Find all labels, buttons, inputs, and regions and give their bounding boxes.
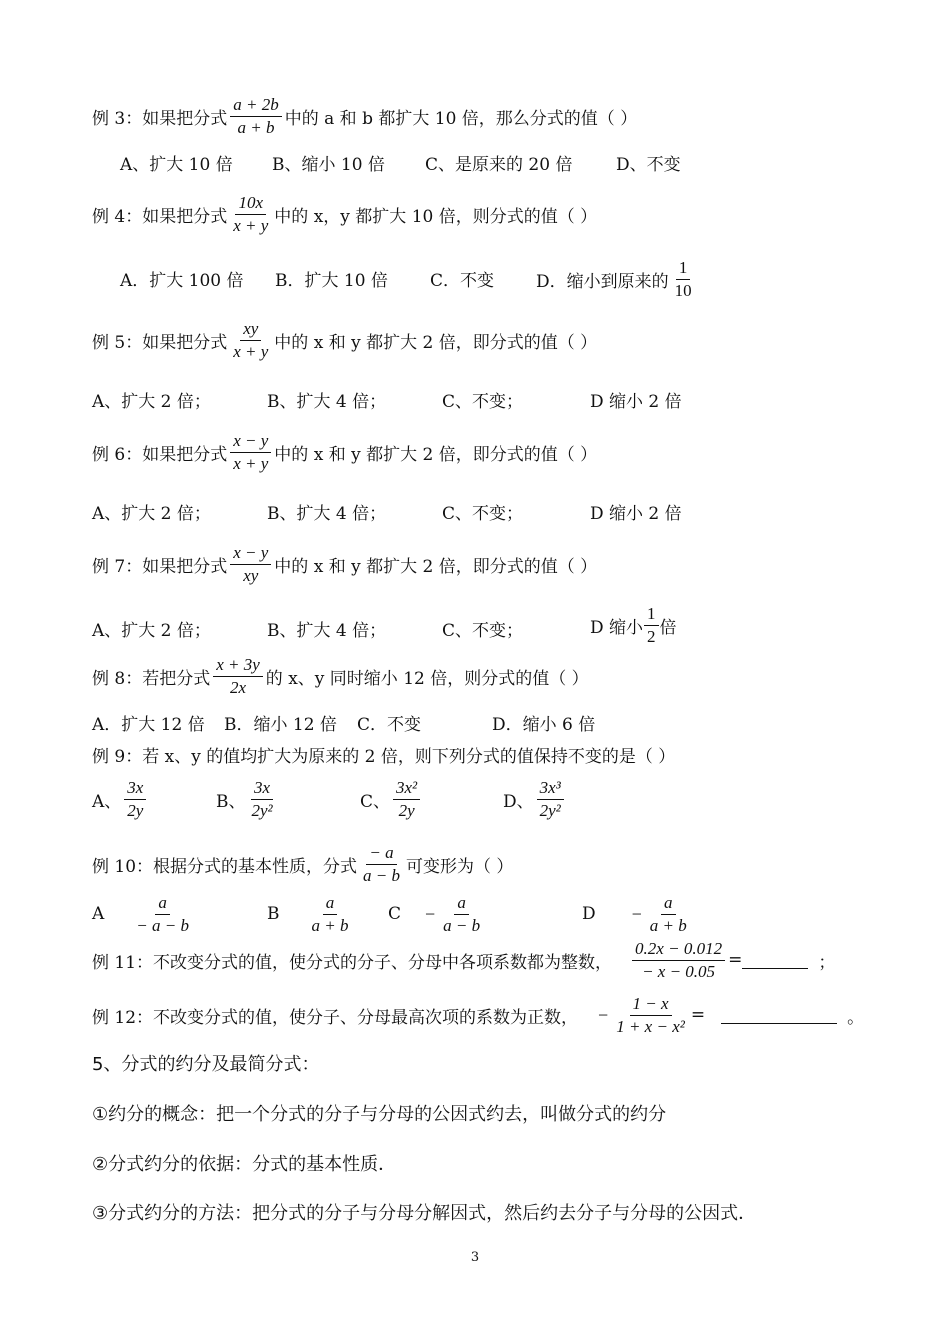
answer-blank[interactable] [721, 1007, 837, 1024]
fraction-numerator: x − y [230, 431, 271, 453]
fraction-numerator: 3x [251, 778, 273, 800]
option-d-text: D 缩小 [590, 617, 644, 638]
section-5-point-1: ①约分的概念：把一个分式的分子与分母的公因式约去，叫做分式的约分 [92, 1104, 667, 1125]
example-10-text: 可变形为（ ） [406, 856, 514, 877]
option-c: C、不变； [442, 504, 524, 524]
option-c [360, 778, 423, 820]
fraction-denominator: a − b [443, 915, 481, 935]
fraction-numerator: 1 [676, 258, 691, 280]
fraction-denominator: 2y [127, 800, 144, 820]
fraction-numerator: 3x [124, 778, 146, 800]
equals-sign: = [690, 1005, 706, 1026]
option-fraction [393, 778, 420, 820]
option-sign: − [631, 903, 642, 924]
fraction-numerator: a [454, 893, 469, 915]
example-7-question [92, 543, 597, 585]
example-8-question [92, 655, 589, 697]
example-4-text: 中的 x，y 都扩大 10 倍，则分式的值（ ） [274, 206, 598, 227]
option-fraction [124, 778, 146, 820]
fraction-denominator: 1 + x − x² [616, 1016, 685, 1036]
example-8-fraction [213, 655, 263, 697]
example-8-label: 例 8：若把分式 [92, 668, 211, 689]
fraction-numerator: 3x³ [537, 778, 564, 800]
example-5-text: 中的 x 和 y 都扩大 2 倍，即分式的值（ ） [274, 332, 598, 353]
example-10-label: 例 10：根据分式的基本性质，分式 [92, 856, 358, 877]
fraction-numerator: − a [366, 843, 396, 865]
example-6-question [92, 431, 597, 473]
option-a [92, 778, 149, 820]
fraction-denominator: 10 [674, 280, 692, 300]
option-label: C [388, 904, 402, 925]
example-9-question: 例 9：若 x、y 的值均扩大为原来的 2 倍，则下列分式的值保持不变的是（ ） [92, 747, 676, 767]
option-c: C、不变； [442, 392, 524, 412]
example-12-fraction [613, 994, 688, 1036]
option-label: B、 [216, 791, 246, 812]
option-d: D．缩小 6 倍 [492, 715, 596, 735]
option-b: B、扩大 4 倍； [267, 621, 387, 641]
option-fraction [440, 893, 483, 935]
period: 。 [847, 1007, 865, 1028]
fraction-numerator: a [155, 893, 170, 915]
fraction-sign: − [598, 1004, 609, 1025]
option-b: B．扩大 10 倍 [275, 271, 388, 291]
option-b [267, 893, 354, 935]
example-5-fraction [230, 319, 271, 361]
section-5-point-2: ②分式约分的依据：分式的基本性质． [92, 1154, 397, 1175]
example-10-question [92, 843, 513, 885]
fraction-denominator: a + b [237, 117, 275, 137]
fraction-denominator: 2 [647, 626, 656, 646]
option-label: D、 [503, 791, 534, 812]
fraction-numerator: a [661, 893, 676, 915]
fraction-numerator: 10x [235, 193, 266, 215]
option-a: A．扩大 100 倍 [120, 271, 244, 291]
fraction-denominator: 2y² [251, 800, 273, 820]
fraction-denominator: x + y [233, 215, 269, 235]
fraction-numerator: 1 [644, 604, 659, 626]
option-d [582, 893, 693, 935]
option-d-suffix: 倍 [659, 617, 677, 638]
example-7-text: 中的 x 和 y 都扩大 2 倍，即分式的值（ ） [274, 556, 598, 577]
option-b: B、扩大 4 倍； [267, 504, 387, 524]
semicolon: ； [818, 952, 836, 973]
example-5-label: 例 5：如果把分式 [92, 332, 228, 353]
option-c: C、是原来的 20 倍 [425, 155, 573, 175]
example-11-label: 例 11：不改变分式的值，使分式的分子、分母中各项系数都为整数， [92, 952, 613, 973]
option-fraction [647, 893, 690, 935]
option-c: C、不变； [442, 621, 524, 641]
option-fraction [537, 778, 564, 820]
example-6-fraction [230, 431, 271, 473]
option-c: C．不变 [357, 715, 422, 735]
option-a [92, 893, 195, 935]
fraction-numerator: x + 3y [213, 655, 263, 677]
option-d: D、不变 [616, 155, 681, 175]
fraction-denominator: a + b [649, 915, 687, 935]
example-12-question [92, 994, 864, 1036]
option-b: B、扩大 4 倍； [267, 392, 387, 412]
option-d [590, 604, 677, 646]
option-label: D [582, 904, 596, 925]
option-a: A、扩大 10 倍 [120, 155, 233, 175]
fraction-denominator: x + y [233, 453, 269, 473]
option-b [216, 778, 279, 820]
fraction-denominator: 2x [229, 677, 247, 697]
example-8-text: 的 x、y 同时缩小 12 倍，则分式的值（ ） [265, 668, 589, 689]
fraction-denominator: a + b [311, 915, 349, 935]
equals-sign: = [728, 950, 743, 971]
fraction-denominator: − a − b [136, 915, 189, 935]
answer-blank[interactable] [742, 952, 808, 969]
example-3-label: 例 3：如果把分式 [92, 108, 228, 129]
option-label: B [267, 904, 280, 925]
option-b: B、缩小 10 倍 [272, 155, 385, 175]
fraction-denominator: 2y² [539, 800, 561, 820]
example-3-fraction [230, 95, 281, 137]
page-number: 3 [470, 1250, 480, 1265]
fraction-numerator: xy [240, 319, 261, 341]
option-fraction [309, 893, 352, 935]
section-5-title: 5、分式的约分及最简分式： [92, 1054, 320, 1075]
section-5-point-3: ③分式约分的方法：把分式的分子与分母分解因式，然后约去分子与分母的公因式． [92, 1203, 757, 1224]
fraction-numerator: x − y [230, 543, 271, 565]
example-4-label: 例 4：如果把分式 [92, 206, 228, 227]
option-c: C．不变 [430, 271, 495, 291]
fraction-numerator: 3x² [393, 778, 420, 800]
fraction-denominator: 2y [398, 800, 415, 820]
option-label: C、 [360, 791, 391, 812]
option-label: A、 [92, 791, 122, 812]
option-c [388, 893, 486, 935]
example-3-question [92, 95, 637, 137]
example-3-text: 中的 a 和 b 都扩大 10 倍，那么分式的值（ ） [284, 108, 638, 129]
fraction-denominator: − x − 0.05 [642, 961, 716, 981]
example-7-label: 例 7：如果把分式 [92, 556, 228, 577]
example-11-fraction [632, 939, 725, 981]
option-d: D 缩小 2 倍 [590, 504, 682, 524]
option-a: A、扩大 2 倍； [92, 504, 211, 524]
option-b: B．缩小 12 倍 [224, 715, 337, 735]
example-7-fraction [230, 543, 271, 585]
example-6-label: 例 6：如果把分式 [92, 444, 228, 465]
option-d-fraction [644, 604, 659, 646]
fraction-numerator: a + 2b [230, 95, 281, 117]
option-fraction [249, 778, 276, 820]
fraction-numerator: a [323, 893, 338, 915]
fraction-denominator: x + y [233, 341, 269, 361]
option-d: D 缩小 2 倍 [590, 392, 682, 412]
option-d [536, 258, 698, 300]
option-a: A、扩大 2 倍； [92, 621, 211, 641]
fraction-denominator: xy [243, 565, 259, 585]
example-4-question [92, 193, 597, 235]
option-sign: − [425, 903, 436, 924]
fraction-numerator: 1 − x [630, 994, 672, 1016]
fraction-numerator: 0.2x − 0.012 [632, 939, 725, 961]
fraction-denominator: a − b [363, 865, 401, 885]
example-11-question [92, 939, 835, 981]
example-10-fraction [360, 843, 403, 885]
option-d [503, 778, 567, 820]
example-6-text: 中的 x 和 y 都扩大 2 倍，即分式的值（ ） [274, 444, 598, 465]
option-d-fraction [672, 258, 695, 300]
option-d-text: D．缩小到原来的 [536, 271, 669, 292]
example-4-fraction [230, 193, 271, 235]
option-fraction [133, 893, 192, 935]
option-a: A、扩大 2 倍； [92, 392, 211, 412]
example-12-label: 例 12：不改变分式的值，使分子、分母最高次项的系数为正数， [92, 1007, 579, 1028]
option-a: A．扩大 12 倍 [92, 715, 205, 735]
option-label: A [92, 904, 105, 925]
example-5-question [92, 319, 597, 361]
